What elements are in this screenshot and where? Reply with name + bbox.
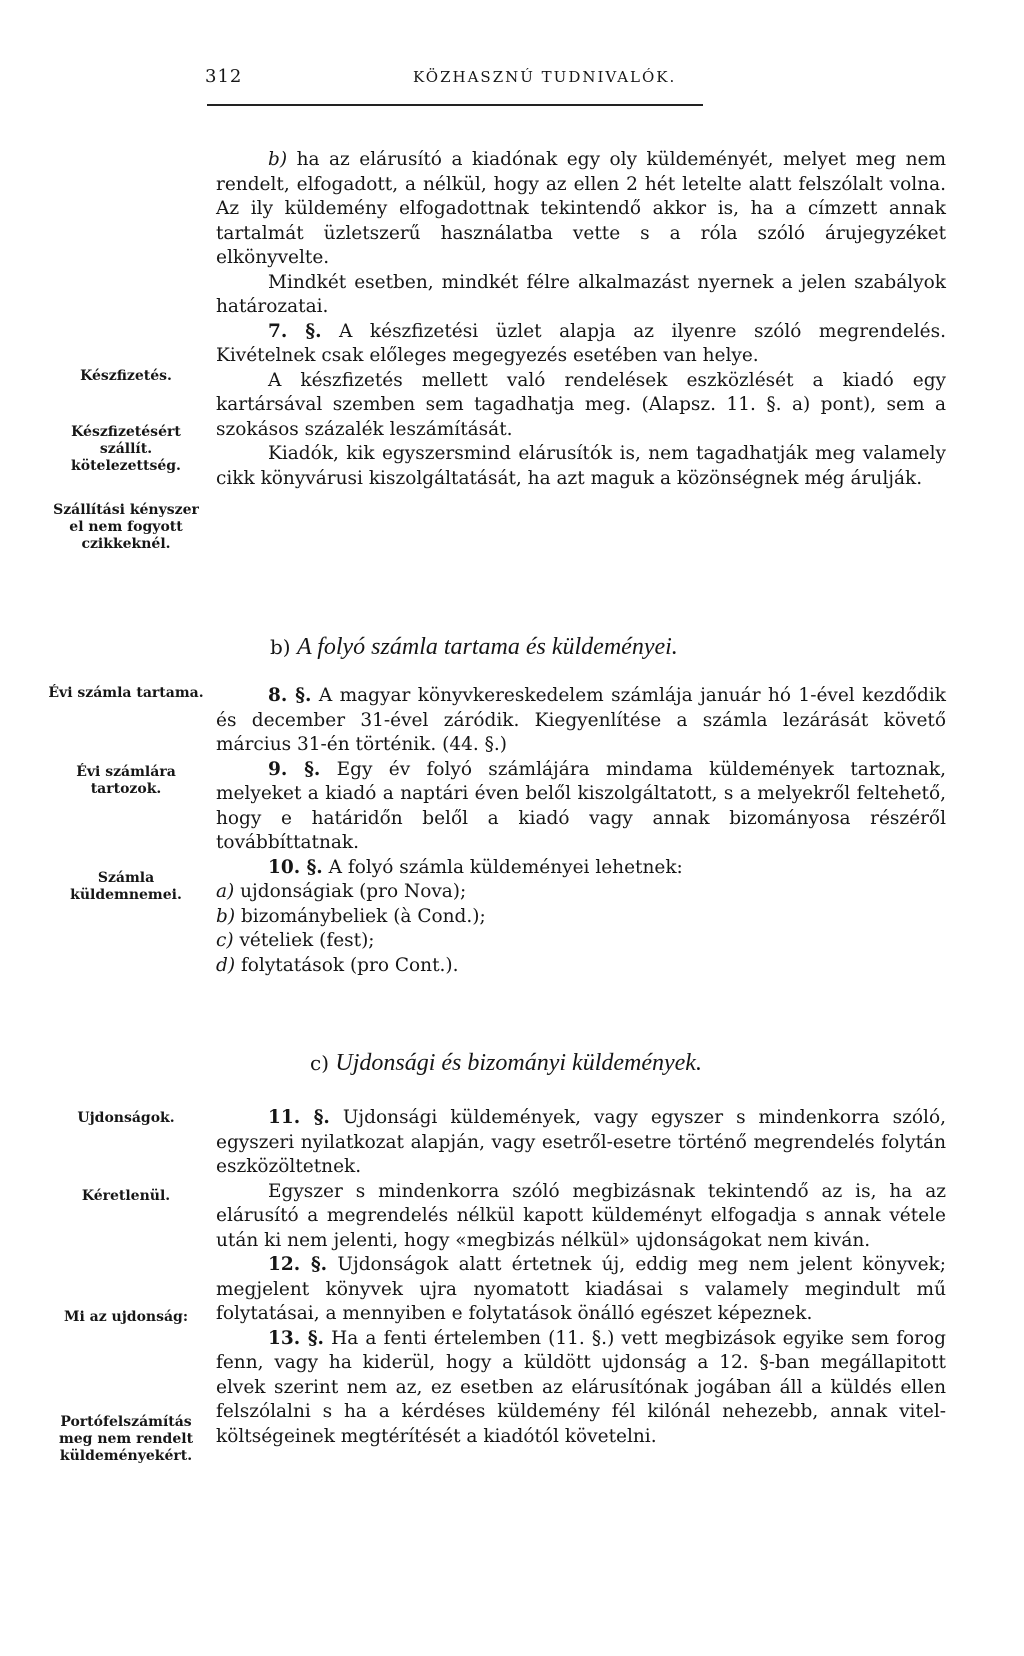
paragraph-egyszer: Egyszer s mindenkorra szóló megbizásnak tekintendő az is, ha az elárusító a megrendelés nélkül kapott küldeményt elfogadja s annak vétele után ki nem jelenti, hogy «megbizás nélkül» ujdonságokat nem kiván. — [216, 1180, 946, 1251]
paragraph-keszfizetes: A készfizetés mellett való rendelések eszközlését a kiadó egy kartársával szemben sem tagadhatja meg. (Alapsz. 11. §. a) pont), sem a szokásos százalék leszámítását. — [216, 369, 946, 440]
margin-note-szamla-kuldemnemei: Számla küldemnemei. — [70, 870, 182, 903]
text-block-1 — [216, 148, 946, 491]
margin-note-ujdonsagok: Ujdonságok. — [77, 1110, 175, 1126]
text-block-3 — [216, 1106, 946, 1449]
list-item: a) ujdonságiak (pro Nova); — [216, 881, 467, 902]
margin-note-keretlenul: Kéretlenül. — [81, 1188, 171, 1204]
text-block-2 — [216, 684, 946, 978]
margin-note-mi-az-ujdonsag: Mi az ujdonság: — [63, 1309, 189, 1325]
paragraph-9: 9. §. Egy év folyó számlájára mindama küldemények tartoznak, melyeket a kiadó a naptári éven belől kiszolgáltatott, s a melyekről feltehető, hogy e határidőn belől a kiadó vagy annak bizományosa részéről továbbíttatnak. — [216, 758, 946, 853]
paragraph-mindket: Mindkét esetben, mindkét félre alkalmazást nyernek a jelen szabályok határozatai. — [216, 271, 946, 317]
list-item: b) bizománybeliek (à Cond.); — [216, 905, 486, 927]
paragraph-kiadok: Kiadók, kik egyszersmind elárusítók is, nem tagadhatják meg valamely cikk könyvárusi kiszolgáltatását, ha azt maguk a közönségnek még árulják. — [216, 443, 946, 489]
list-item: c) vételiek (fest); — [216, 930, 375, 951]
margin-note-keszfizetes: Készfizetés. — [80, 368, 172, 384]
page-header — [205, 66, 705, 90]
paragraph-10: 10. §. A folyó számla küldeményei lehetnek: — [268, 856, 683, 878]
paragraph-12: 12. §. Ujdonságok alatt értetnek új, eddig meg nem jelent könyvek; megjelent könyvek ujra nyomatott kiadásai s valamely megindult mű folytatásai, a mennyiben e folytatások önálló egészet képeznek. — [216, 1254, 946, 1324]
paragraph-8: 8. §. A magyar könyvkereskedelem számlája január hó 1-ével kezdődik és december 31-ével záródik. Kiegyenlítése a számla lezárását követő március 31-én történik. (44. §.) — [216, 685, 946, 755]
margin-note-kotelezettseg: Készfizetésért szállít. kötelezettség. — [71, 424, 181, 474]
margin-note-evi-szamla-tartama: Évi számla tartama. — [48, 685, 204, 701]
margin-note-szallitasi-kenyszer: Szállítási kényszer el nem fogyott czikkeknél. — [53, 502, 199, 552]
page-number: 312 — [205, 66, 243, 87]
margin-note-portofelszamitas: Portófelszámítás meg nem rendelt küldeményekért. — [58, 1414, 194, 1464]
section-heading-b: b) A folyó számla tartama és küldeményei. — [270, 634, 678, 660]
paragraph-7: 7. §. A készfizetési üzlet alapja az ilyenre szóló megrendelés. Kivételnek csak előleges megegyezés esetében van helye. — [216, 320, 946, 366]
running-title: KÖZHASZNÚ TUDNIVALÓK. — [413, 68, 677, 86]
paragraph-13: 13. §. Ha a fenti értelemben (11. §.) vett megbizások egyike sem forog fenn, vagy ha kiderül, hogy a küldött ujdonság a 12. §-ban megállapitott elvek szerint nem az, ez esetben az elárusítónak jogában áll a küldés ellen felszólalni s ha a kérdéses küldemény fél kilónál nehezebb, annak vitel-költségeinek megtérítését a kiadótól követelni. — [216, 1327, 946, 1447]
list-item: d) folytatások (pro Cont.). — [216, 954, 459, 976]
paragraph-b: b) ha az elárusító a kiadónak egy oly küldeményét, melyet meg nem rendelt, elfogadott, a nélkül, hogy az ellen 2 hét letelte alatt felszólalt volna. Az ily küldemény elfogadottnak tekintendő akkor is, ha a címzett annak tartalmát üzletszerű használatba vette s a róla szóló árujegyzéket elkönyvelte. — [216, 149, 946, 268]
section-heading-c: c) Ujdonsági és bizományi küldemények. — [310, 1050, 702, 1076]
paragraph-11: 11. §. Ujdonsági küldemények, vagy egyszer s mindenkorra szóló, egyszeri nyilatkozat alapján, vagy esetről-esetre történő megrendelés folytán eszközöltetnek. — [216, 1107, 946, 1177]
margin-note-evi-szamlara-tartozok: Évi számlára tartozok. — [76, 764, 176, 797]
header-rule — [207, 104, 703, 106]
